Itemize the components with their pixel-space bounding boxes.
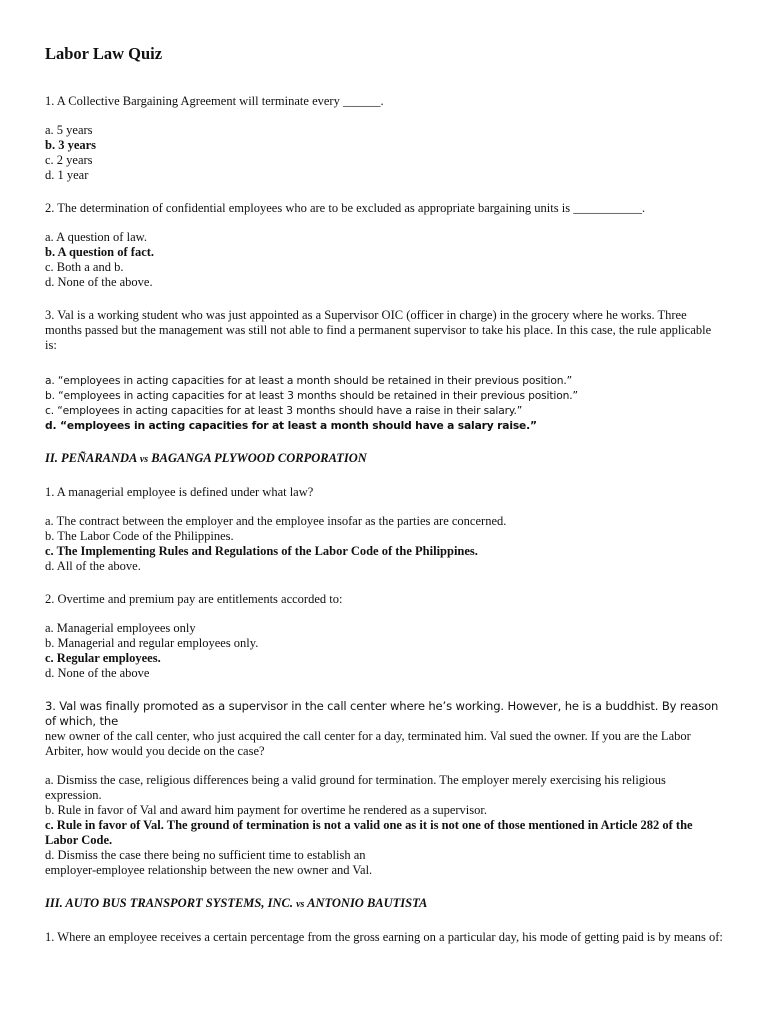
question-text-line: 3. Val was finally promoted as a supervisor in the call center where he’s working. However, he is a buddhist. By reason of which, the (45, 699, 719, 728)
options-list (45, 621, 724, 681)
options-list (45, 123, 724, 183)
options-list (45, 230, 724, 290)
question-text: 1. A Collective Bargaining Agreement will terminate every ______. (45, 94, 384, 108)
option-a: a. Managerial employees only (45, 621, 196, 635)
question-text: 2. The determination of confidential employees who are to be excluded as appropriate bargaining units is ___________. (45, 201, 646, 215)
option-d: d. 1 year (45, 168, 89, 182)
question-text: 2. Overtime and premium pay are entitlements accorded to: (45, 592, 343, 606)
options-list (45, 373, 724, 433)
option-c: c. “employees in acting capacities for at least 3 months should have a raise in their salary.” (45, 404, 523, 417)
option-d: d. Dismiss the case there being no sufficient time to establish an (45, 848, 366, 862)
option-c: c. 2 years (45, 153, 93, 167)
section-heading-vs: vs (296, 899, 305, 910)
option-c-answer: c. The Implementing Rules and Regulations of the Labor Code of the Philippines. (45, 544, 478, 558)
section-heading (45, 451, 724, 467)
page-title: Labor Law Quiz (45, 44, 163, 63)
option-b: b. The Labor Code of the Philippines. (45, 529, 234, 543)
option-a: a. The contract between the employer and the employee insofar as the parties are concerned. (45, 514, 507, 528)
question-text-rest: new owner of the call center, who just acquired the call center for a day, terminated him. Val sued the owner. If you are the Labor Arbiter, how would you decide on the case? (45, 729, 691, 758)
option-b: b. “employees in acting capacities for at least 3 months should be retained in their previous position.” (45, 389, 578, 402)
options-list (45, 514, 724, 574)
question-text: 1. Where an employee receives a certain percentage from the gross earning on a particular day, his mode of getting paid is by means of: (45, 930, 723, 944)
option-d-answer: d. “employees in acting capacities for at least a month should have a salary raise.” (45, 419, 537, 432)
section-heading-vs: vs (139, 454, 149, 465)
option-a: a. “employees in acting capacities for at least a month should be retained in their previous position.” (45, 374, 572, 387)
option-a: a. 5 years (45, 123, 93, 137)
question-text: 1. A managerial employee is defined under what law? (45, 485, 314, 499)
option-c-answer: c. Rule in favor of Val. The ground of termination is not a valid one as it is not one of those mentioned in Article 282 of the Labor Code. (45, 818, 693, 847)
section-heading-part: II. PEÑARANDA (45, 451, 140, 465)
options-list (45, 773, 724, 878)
option-b-answer: b. 3 years (45, 138, 97, 152)
option-b-answer: b. A question of fact. (45, 245, 155, 259)
option-d: d. All of the above. (45, 559, 141, 573)
option-a: a. Dismiss the case, religious differences being a valid ground for termination. The employer merely exercising his religious expression. (45, 773, 666, 802)
option-b: b. Managerial and regular employees only. (45, 636, 259, 650)
option-d: d. None of the above (45, 666, 150, 680)
option-a: a. A question of law. (45, 230, 147, 244)
option-d-continued: employer-employee relationship between the new owner and Val. (45, 863, 373, 877)
section-heading (45, 896, 724, 912)
option-c-answer: c. Regular employees. (45, 651, 161, 665)
section-heading-part: III. AUTO BUS TRANSPORT SYSTEMS, INC. (45, 896, 297, 910)
option-c: c. Both a and b. (45, 260, 124, 274)
question-text (45, 699, 724, 759)
section-heading-part: BAGANGA PLYWOOD CORPORATION (148, 451, 367, 465)
question-text: 3. Val is a working student who was just appointed as a Supervisor OIC (officer in charge) in the grocery where he works. Three months passed but the management was still not able to find a permanent supervisor to take his place. In this case, the rule applicable is: (45, 308, 712, 352)
section-heading-part: ANTONIO BAUTISTA (304, 896, 428, 910)
option-d: d. None of the above. (45, 275, 153, 289)
option-b: b. Rule in favor of Val and award him payment for overtime he rendered as a supervisor. (45, 803, 487, 817)
